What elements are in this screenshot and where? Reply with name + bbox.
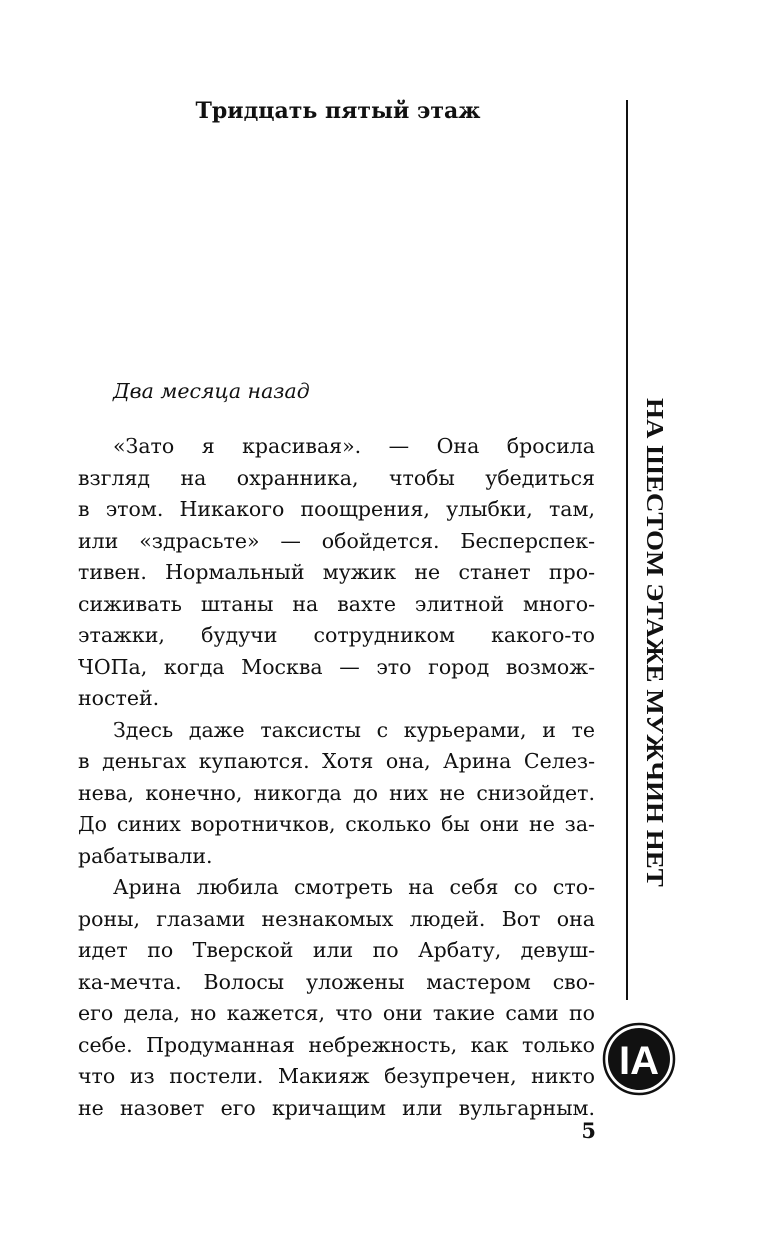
epigraph: Два месяца назад xyxy=(113,379,310,403)
text-line: не назовет его кричащим или вульгарным. xyxy=(78,1095,595,1120)
paragraph-1 xyxy=(78,431,595,715)
text-line: До синих воротничков, сколько бы они не за- xyxy=(78,812,595,836)
text-line: в этом. Никакого поощрения, улыбки, там, xyxy=(78,497,595,521)
side-rule xyxy=(626,100,628,1000)
paragraph-3 xyxy=(78,872,595,1124)
text-line: что из постели. Макияж безупречен, никто xyxy=(78,1064,595,1088)
body-text xyxy=(78,377,595,1124)
text-line: себе. Продуманная небрежность, как только xyxy=(78,1032,595,1057)
text-line: сиживать штаны на вахте элитной много- xyxy=(78,591,595,616)
text-line: Арина любила смотреть на себя со сто- xyxy=(113,875,595,899)
text-line: ка-мечта. Волосы уложены мастером сво- xyxy=(78,969,595,994)
text-line: рабатывали. xyxy=(78,843,213,868)
side-running-title: НА ШЕСТОМ ЭТАЖЕ МУЖЧИН НЕТ xyxy=(641,398,669,887)
text-line: тивен. Нормальный мужик не станет про- xyxy=(78,560,595,584)
text-line: роны, глазами незнакомых людей. Вот она xyxy=(78,906,595,931)
text-line: Здесь даже таксисты с курьерами, и те xyxy=(113,717,595,742)
text-line: в деньгах купаются. Хотя она, Арина Селез- xyxy=(78,749,595,773)
text-line: ЧОПа, когда Москва — это город возмож- xyxy=(78,654,595,679)
logo-text: ІА xyxy=(619,1039,659,1083)
paragraph-2 xyxy=(78,715,595,873)
text-line: идет по Тверской или по Арбату, девуш- xyxy=(78,938,595,962)
page-number: 5 xyxy=(581,1118,596,1143)
text-line: ностей. xyxy=(78,686,160,710)
text-line: взгляд на охранника, чтобы убедиться xyxy=(78,465,595,490)
text-line: этажки, будучи сотрудником какого-то xyxy=(78,623,595,647)
text-line: нева, конечно, никогда до них не снизойдет. xyxy=(78,780,595,805)
chapter-title: Тридцать пятый этаж xyxy=(195,98,481,124)
publisher-logo-icon xyxy=(602,1022,676,1096)
text-line: его дела, но кажется, что они такие сами по xyxy=(78,1001,595,1025)
text-line: или «здрасьте» — обойдется. Бесперспек- xyxy=(78,528,595,553)
text-line: «Зато я красивая». — Она бросила xyxy=(113,434,595,458)
